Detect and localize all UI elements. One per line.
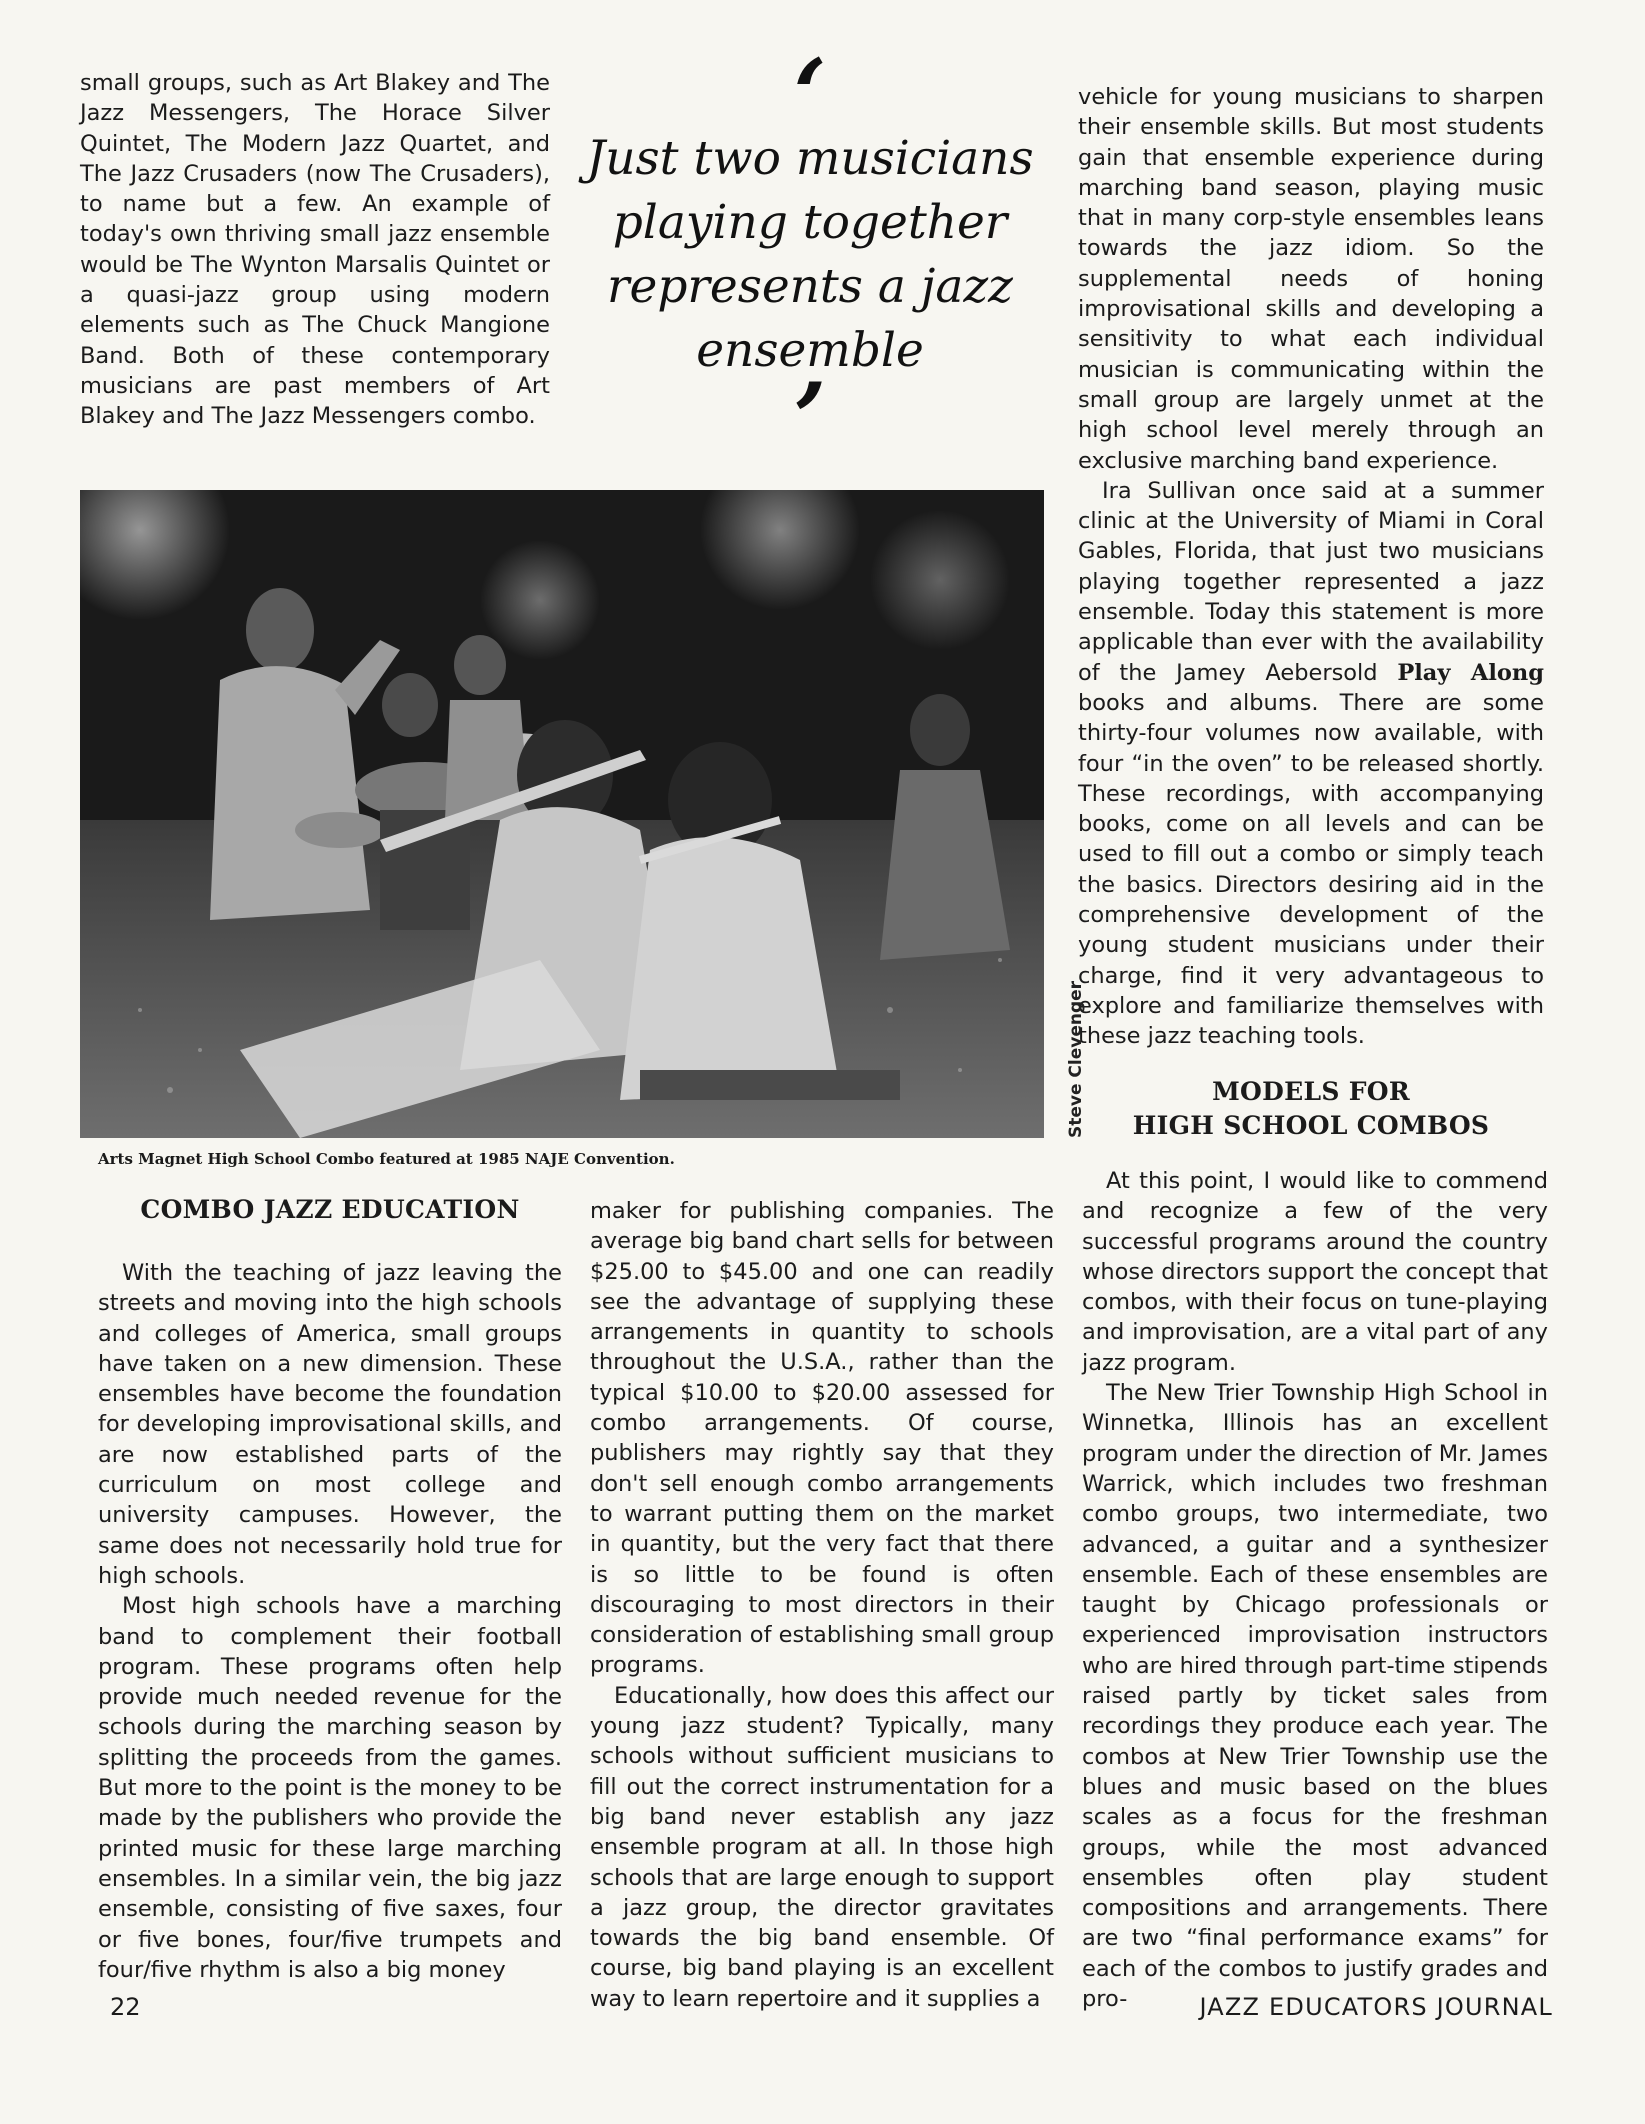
column-3 <box>1082 1166 1548 2014</box>
section-heading-combo: COMBO JAZZ EDUCATION <box>140 1195 520 1224</box>
column-2 <box>590 1196 1054 2014</box>
play-along-title: Play Along <box>1397 659 1544 686</box>
section-heading-models <box>1078 1075 1544 1143</box>
open-quote-mark: ‘ <box>793 38 827 151</box>
close-quote-mark: ’ <box>793 362 827 475</box>
combo-photograph <box>80 490 1044 1138</box>
combo-paragraph-1: With the teaching of jazz leaving the streets and moving into the high schools and colleges of America, small groups have taken on a new dimension. These ensembles have become the foundation for developing improvisational skills, and are now established parts of the curriculum on most college and university campuses. However, the same does not necessarily hold true for high schools. <box>98 1260 562 1589</box>
right-top-column <box>1078 82 1544 1052</box>
col2-paragraph-2: Educationally, how does this affect our young jazz student? Typically, many schools without sufficient musicians to fill out the correct instrumentation for a big band never establish any jazz ensemble program at all. In those high schools that are large enough to support a jazz group, the director gravitates towards the big band ensemble. Of course, big band playing is an excellent way to learn repertoire and it supplies a <box>590 1682 1054 2012</box>
right-paragraph-2-start: Ira Sullivan once said at a summer clinic at the University of Miami in Coral Gables, Florida, that just two musicians playing together represented a jazz ensemble. Today this statement is more applicable than ever with the availability of the Jamey Aebersold <box>1078 477 1544 686</box>
models-paragraph-2: The New Trier Township High School in Winnetka, Illinois has an excellent program under the direction of Mr. James Warrick, which includes two freshman combo groups, two intermediate, two advanced, a guitar and a synthesizer ensemble. Each of these ensembles are taught by Chicago professionals or experienced improvisation instructors who are hired through part-time stipends raised partly by ticket sales from recordings they produce each year. The combos at New Trier Township use the blues and music based on the blues scales as a focus for the freshman groups, while the most advanced ensembles often play student compositions and arrangements. There are two “final performance exams” for each of the combos to justify grades and pro- <box>1082 1380 1548 2013</box>
models-heading-line-1: MODELS FOR <box>1212 1077 1410 1106</box>
right-paragraph-2-end: books and albums. There are some thirty-four volumes now available, with four “in the oven” to be released shortly. These recordings, with accompanying books, come on all levels and can be used to fill out a combo or simply teach the basics. Directors desiring aid in the comprehensive development of the young student musicians under their charge, find it very advantageous to explore and familiarize themselves with these jazz teaching tools. <box>1078 689 1544 1050</box>
page-number: 22 <box>110 1993 141 2021</box>
pull-quote-text: Just two musicians playing together represents a jazz ensemble <box>586 131 1034 378</box>
right-paragraph-2 <box>1078 476 1544 1052</box>
top-left-paragraph: small groups, such as Art Blakey and The Jazz Messengers, The Horace Silver Quintet, The Modern Jazz Quartet, and The Jazz Crusaders (now The Crusaders), to name but a few. An example of today's own thriving small jazz ensemble would be The Wynton Marsalis Quintet or a quasi-jazz group using modern elements such as The Chuck Mangione Band. Both of these contemporary musicians are past members of Art Blakey and The Jazz Messengers combo. <box>80 70 550 430</box>
models-paragraph-1: At this point, I would like to commend and recognize a few of the very successful programs around the country whose directors support the concept that combos, with their focus on tune-playing and improvisation, are a vital part of any jazz program. <box>1082 1168 1548 1376</box>
photo-credit: Steve Clevenger <box>1066 980 1086 1138</box>
models-heading-line-2: HIGH SCHOOL COMBOS <box>1132 1111 1490 1140</box>
pull-quote <box>580 38 1040 475</box>
col2-paragraph-1: maker for publishing companies. The average big band chart sells for between $25.00 to $45.00 and one can readily see the advantage of supplying these arrangements in quantity to schools throughout the U.S.A., rather than the typical $10.00 to $20.00 assessed for combo arrangements. Of course, publishers may rightly say that they don't sell enough combo arrangements to warrant putting them on the market in quantity, but the very fact that there is so little to be found is often discouraging to most directors in their consideration of establishing small group programs. <box>590 1198 1054 1679</box>
column-1 <box>98 1258 562 1985</box>
journal-name: JAZZ EDUCATORS JOURNAL <box>1199 1993 1553 2021</box>
right-paragraph-1: vehicle for young musicians to sharpen their ensemble skills. But most students gain that ensemble experience during marching band season, playing music that in many corp-style ensembles leans towards the jazz idiom. So the supplemental needs of honing improvisational skills and developing a sensitivity to what each individual musician is communicating within the small group are largely unmet at the high school level merely through an exclusive marching band experience. <box>1078 84 1544 474</box>
photo-caption: Arts Magnet High School Combo featured at 1985 NAJE Convention. <box>98 1150 675 1168</box>
top-left-column <box>80 68 550 432</box>
combo-paragraph-2: Most high schools have a marching band to complement their football program. These programs often help provide much needed revenue for the schools during the marching season by splitting the proceeds from the games. But more to the point is the money to be made by the publishers who provide the printed music for these large marching ensembles. In a similar vein, the big jazz ensemble, consisting of five saxes, four or five bones, four/five trumpets and four/five rhythm is also a big money <box>98 1593 562 1983</box>
